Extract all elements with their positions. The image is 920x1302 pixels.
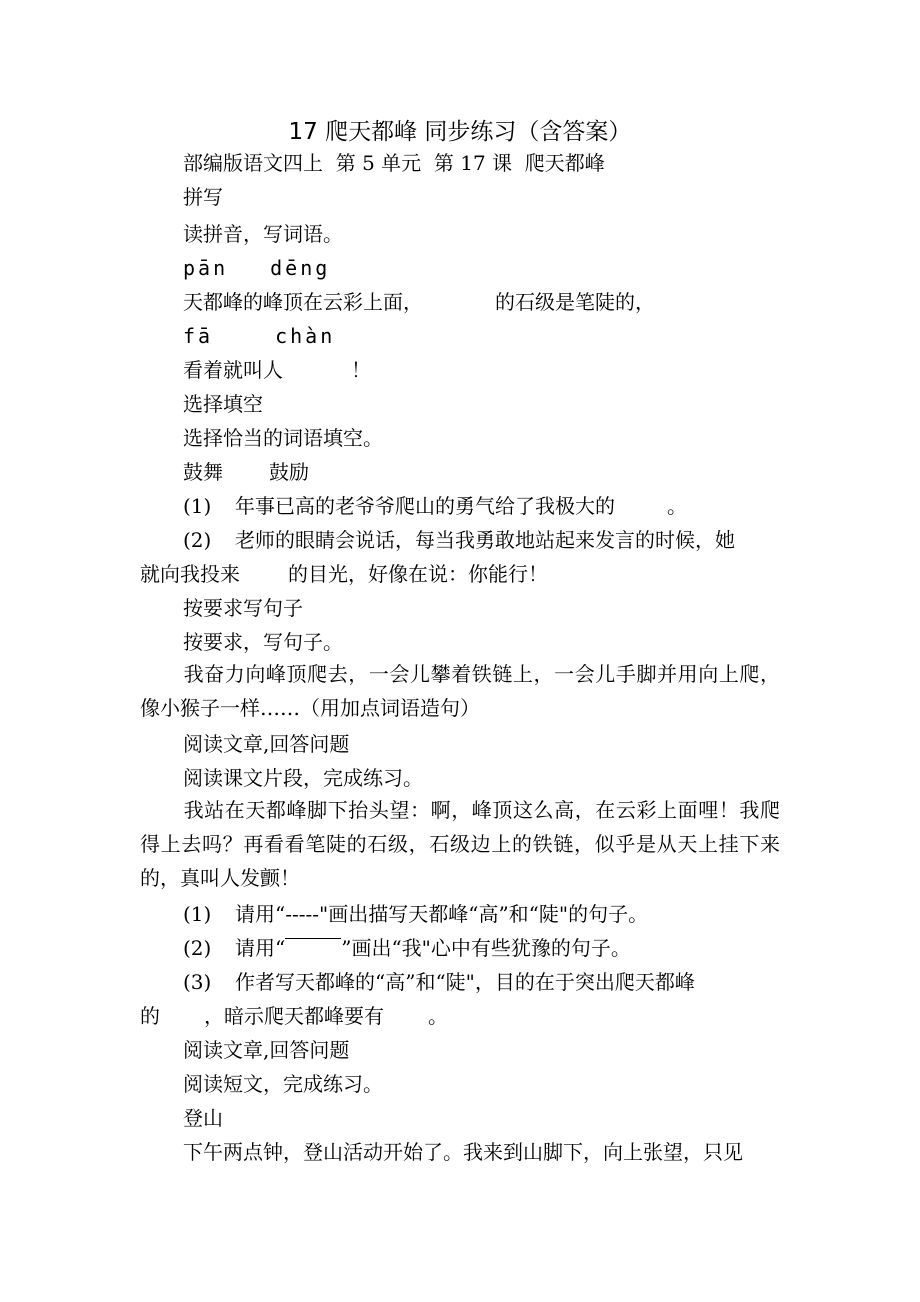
- fill-sentence-1: 天都峰的峰顶在云彩上面， 的石级是笔陡的，: [183, 290, 655, 314]
- sentence-task: 我奋力向峰顶爬去，一会儿攀着铁链上，一会儿手脚并用向上爬，像小猴子一样……（用加点词语造句）: [140, 662, 780, 720]
- lesson-subtitle: 部编版语文四上 第 5 单元 第 17 课 爬天都峰: [183, 151, 605, 175]
- section-heading-sentence: 按要求写句子: [183, 596, 303, 620]
- question-2-2: (2) 老师的眼睛会说话，每当我勇敢地站起来发言的时候，她: [183, 528, 735, 552]
- question-4-2: (2) 请用“ ”画出“我"心中有些犹豫的句子。: [183, 936, 631, 960]
- pinyin-pan: pān: [183, 256, 229, 280]
- pinyin-chan: chàn: [275, 324, 336, 348]
- dashed-line-symbol: -----: [285, 902, 320, 926]
- pinyin-line-2: [183, 324, 335, 348]
- story-title: 登山: [183, 1106, 223, 1130]
- pinyin-fa: fā: [183, 324, 214, 348]
- reading-passage: 我站在天都峰脚下抬头望：啊，峰顶这么高，在云彩上面哩！我爬得上去吗？再看看笔陡的石级，石级边上的铁链，似乎是从天上挂下来的，真叫人发颤！: [140, 798, 780, 890]
- question-4-3: (3) 作者写天都峰的“高”和“陡"，目的在于突出爬天都峰: [183, 970, 695, 994]
- section-heading-reading-2: 阅读文章,回答问题: [183, 1038, 350, 1062]
- word-option-1: 鼓舞: [183, 460, 223, 484]
- question-2-2-cont: 就向我投来 的目光，好像在说：你能行！: [140, 562, 548, 586]
- solid-line-symbol: [285, 938, 341, 939]
- section-heading-choose: 选择填空: [183, 392, 263, 416]
- story-text: 下午两点钟，登山活动开始了。我来到山脚下，向上张望，只见: [183, 1140, 743, 1164]
- question-4-1: (1) 请用“-----"画出描写天都峰“高”和“陡"的句子。: [183, 902, 649, 926]
- pinyin-line-1: [183, 256, 330, 280]
- question-4-3-cont: 的 ，暗示爬天都峰要有 。: [140, 1004, 448, 1028]
- page-title: 17 爬天都峰 同步练习（含答案）: [288, 119, 632, 145]
- question-2-1: (1) 年事已高的老爷爷爬山的勇气给了我极大的 。: [183, 494, 687, 518]
- instruction-sentence: 按要求，写句子。: [183, 630, 343, 654]
- instruction-reading-2: 阅读短文，完成练习。: [183, 1072, 383, 1096]
- fill-sentence-2: 看着就叫人 ！: [183, 358, 371, 382]
- instruction-choose: 选择恰当的词语填空。: [183, 426, 383, 450]
- word-option-2: 鼓励: [269, 460, 309, 484]
- section-heading-reading-1: 阅读文章,回答问题: [183, 732, 350, 756]
- pinyin-deng: dēng: [270, 256, 331, 280]
- word-options: [183, 460, 309, 484]
- instruction-reading-1: 阅读课文片段，完成练习。: [183, 766, 423, 790]
- section-heading-spelling: 拼写: [183, 185, 223, 209]
- instruction-spelling: 读拼音，写词语。: [183, 222, 343, 246]
